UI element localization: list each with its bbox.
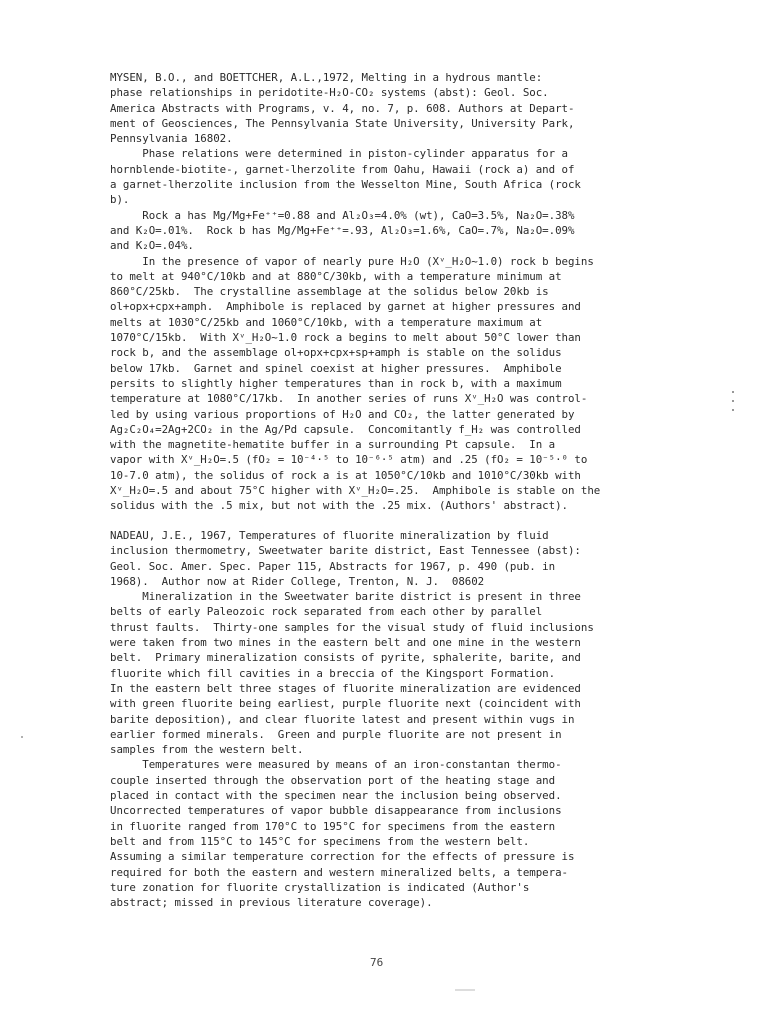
text-line: Assuming a similar temperature correction for the effects of pressure is: [110, 850, 575, 864]
text-line: inclusion thermometry, Sweetwater barite district, East Tennessee (abst):: [110, 544, 581, 558]
text-line: ture zonation for fluorite crystallization is indicated (Author's: [110, 880, 530, 894]
text-line: were taken from two mines in the eastern belt and one mine in the western: [110, 636, 581, 650]
text-line: samples from the western belt.: [110, 743, 304, 757]
text-line: and K₂O=.04%.: [110, 239, 194, 253]
text-line: MYSEN, B.O., and BOETTCHER, A.L.,1972, Melting in a hydrous mantle:: [110, 71, 543, 84]
text-line: In the eastern belt three stages of fluorite mineralization are evidenced: [110, 681, 581, 695]
text-line: persits to slightly higher temperatures than in rock b, with a maximum: [110, 376, 562, 390]
text-line: b).: [110, 193, 130, 207]
text-line: 860°C/25kb. The crystalline assemblage at the solidus below 20kb is: [110, 285, 549, 299]
text-line: ol+opx+cpx+amph. Amphibole is replaced by garnet at higher pressures and: [110, 300, 581, 314]
text-line: to melt at 940°C/10kb and at 880°C/30kb, with a temperature minimum at: [110, 269, 562, 283]
text-line: placed in contact with the specimen near the inclusion being observed.: [110, 789, 562, 803]
text-line: Phase relations were determined in piston-cylinder apparatus for a: [110, 147, 568, 161]
text-line: below 17kb. Garnet and spinel coexist at higher pressures. Amphibole: [110, 361, 562, 375]
text-line: solidus with the .5 mix, but not with the .25 mix. (Authors' abstract).: [110, 499, 568, 513]
text-line: earlier formed minerals. Green and purple fluorite are not present in: [110, 727, 562, 741]
text-line: abstract; missed in previous literature coverage).: [110, 896, 433, 910]
text-line: melts at 1030°C/25kb and 1060°C/10kb, with a temperature maximum at: [110, 315, 543, 329]
abstract-nadeau: [110, 528, 670, 910]
text-line: with the magnetite-hematite buffer in a surrounding Pt capsule. In a: [110, 438, 556, 452]
text-line: belt. Primary mineralization consists of pyrite, sphalerite, barite, and: [110, 651, 581, 665]
text-line: phase relationships in peridotite-H₂O-CO₂ systems (abst): Geol. Soc.: [110, 86, 549, 100]
page-number: 76: [370, 956, 384, 969]
text-line: Uncorrected temperatures of vapor bubble disappearance from inclusions: [110, 804, 562, 818]
text-line: America Abstracts with Programs, v. 4, no. 7, p. 608. Authors at Depart-: [110, 101, 575, 115]
text-line: Temperatures were measured by means of an iron-constantan thermo-: [110, 758, 562, 772]
text-line: Ag₂C₂O₄=2Ag+2CO₂ in the Ag/Pd capsule. Concomitantly f_H₂ was controlled: [110, 422, 581, 436]
text-line: Xᵛ_H₂O=.5 and about 75°C higher with Xᵛ_H₂O=.25. Amphibole is stable on the: [110, 484, 601, 498]
abstract-mysen-boettcher: [110, 70, 670, 514]
text-line: and K₂O=.01%. Rock b has Mg/Mg+Fe⁺⁺=.93, Al₂O₃=1.6%, CaO=.7%, Na₂O=.09%: [110, 223, 575, 237]
text-line: hornblende-biotite-, garnet-lherzolite from Oahu, Hawaii (rock a) and of: [110, 162, 575, 176]
text-line: with green fluorite being earliest, purple fluorite next (coincident with: [110, 697, 581, 711]
text-line: belts of early Paleozoic rock separated from each other by parallel: [110, 605, 543, 619]
text-line: 1968). Author now at Rider College, Trenton, N. J. 08602: [110, 574, 485, 588]
text-line: belt and from 115°C to 145°C for specimens from the western belt.: [110, 834, 530, 848]
text-line: led by using various proportions of H₂O and CO₂, the latter generated by: [110, 407, 575, 421]
text-line: Mineralization in the Sweetwater barite district is present in three: [110, 590, 581, 604]
text-line: vapor with Xᵛ_H₂O=.5 (fO₂ = 10⁻⁴·⁵ to 10⁻⁶·⁵ atm) and .25 (fO₂ = 10⁻⁵·⁰ to: [110, 453, 588, 467]
text-line: Pennsylvania 16802.: [110, 132, 233, 146]
text-line: in fluorite ranged from 170°C to 195°C for specimens from the eastern: [110, 819, 556, 833]
text-line: In the presence of vapor of nearly pure H₂O (Xᵛ_H₂O~1.0) rock b begins: [110, 254, 594, 268]
text-line: required for both the eastern and western mineralized belts, a tempera-: [110, 865, 568, 879]
text-line: couple inserted through the observation port of the heating stage and: [110, 773, 556, 787]
text-line: 1070°C/15kb. With Xᵛ_H₂O~1.0 rock a begins to melt about 50°C lower than: [110, 331, 581, 345]
text-line: Geol. Soc. Amer. Spec. Paper 115, Abstracts for 1967, p. 490 (pub. in: [110, 559, 556, 573]
text-line: temperature at 1080°C/17kb. In another series of runs Xᵛ_H₂O was control-: [110, 392, 588, 406]
text-line: thrust faults. Thirty-one samples for the visual study of fluid inclusions: [110, 620, 594, 634]
text-line: fluorite which fill cavities in a breccia of the Kingsport Formation.: [110, 666, 556, 680]
text-line: 10-7.0 atm), the solidus of rock a is at 1050°C/10kb and 1010°C/30kb with: [110, 468, 581, 482]
text-line: a garnet-lherzolite inclusion from the Wesselton Mine, South Africa (rock: [110, 178, 581, 192]
text-line: ment of Geosciences, The Pennsylvania State University, University Park,: [110, 116, 575, 130]
text-line: NADEAU, J.E., 1967, Temperatures of fluorite mineralization by fluid: [110, 529, 549, 542]
text-line: Rock a has Mg/Mg+Fe⁺⁺=0.88 and Al₂O₃=4.0% (wt), CaO=3.5%, Na₂O=.38%: [110, 208, 575, 222]
text-line: barite deposition), and clear fluorite latest and present within vugs in: [110, 712, 575, 726]
text-line: rock b, and the assemblage ol+opx+cpx+sp+amph is stable on the solidus: [110, 346, 562, 360]
